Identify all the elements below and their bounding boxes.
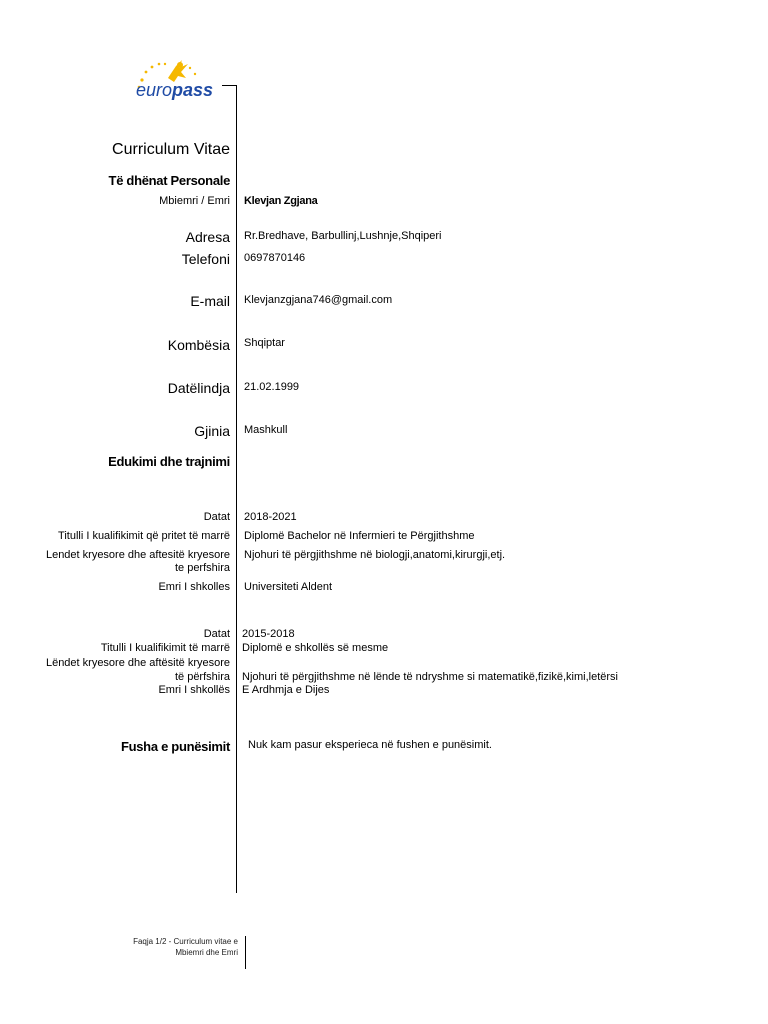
edu1-dates-label: Datat [203,511,230,523]
vertical-divider [236,85,237,893]
edu1-school-label: Emri I shkolles [158,581,230,593]
personal-heading: Të dhënat Personale [108,173,230,188]
edu2-school-label: Emri I shkollës [158,684,230,696]
birthdate-value: 21.02.1999 [244,381,300,393]
edu1-subjects-label-1: Lendet kryesore dhe aftesitë kryesore [45,549,230,561]
edu2-subjects-label-2: të përfshira [174,671,230,683]
footer-line-2: Mbiemri dhe Emri [175,948,238,957]
edu2-subjects-value: Njohuri të përgjithshme në lënde të ndryshme si matematikë,fizikë,kimi,letërsi [242,671,618,683]
edu1-title-value: Diplomë Bachelor në Infermieri te Përgjithshme [244,530,475,542]
nationality-label: Kombësia [167,337,230,353]
birthdate-label: Datëlindja [167,380,230,396]
email-value: Klevjanzgjana746@gmail.com [244,294,393,306]
gender-label: Gjinia [194,423,230,439]
address-label: Adresa [185,229,230,245]
employment-heading: Fusha e punësimit [120,739,230,754]
footer-divider [245,936,246,969]
footer-line-1: Faqja 1/2 - Curriculum vitae e [133,937,238,946]
edu2-school-value: E Ardhmja e Dijes [242,684,330,696]
nationality-value: Shqiptar [244,337,285,349]
edu1-school-value: Universiteti Aldent [244,581,333,593]
europass-logo [130,56,226,106]
edu2-subjects-label-1: Lëndet kryesore dhe aftësitë kryesore [45,657,230,669]
phone-label: Telefoni [181,251,230,267]
edu2-dates-value: 2015-2018 [242,628,295,640]
edu1-title-label: Titulli I kualifikimit që pritet të marrë [58,530,230,542]
logo-pass: pass [172,80,214,100]
gender-value: Mashkull [244,424,288,436]
edu2-dates-label: Datat [203,628,230,640]
edu1-subjects-label-2: te perfshira [174,562,230,574]
edu2-title-value: Diplomë e shkollës së mesme [242,642,389,654]
name-label: Mbiemri / Emri [159,195,230,207]
edu2-title-label: Titulli I kualifikimit të marrë [100,642,230,654]
email-label: E-mail [190,293,230,309]
page-footer [133,936,238,958]
header-stub-line [222,85,237,86]
edu1-subjects-value: Njohuri të përgjithshme në biologji,anatomi,kirurgji,etj. [244,549,506,561]
education-heading: Edukimi dhe trajnimi [108,454,230,469]
logo-euro: euro [136,80,173,100]
address-value: Rr.Bredhave, Barbullinj,Lushnje,Shqiperi [244,230,442,242]
name-value: Klevjan Zgjana [244,195,318,207]
edu1-dates-value: 2018-2021 [244,511,297,523]
employment-value: Nuk kam pasur eksperieca në fushen e punësimit. [248,739,492,751]
phone-value: 0697870146 [244,252,306,264]
logo-text [136,80,213,101]
cv-title: Curriculum Vitae [112,141,230,158]
